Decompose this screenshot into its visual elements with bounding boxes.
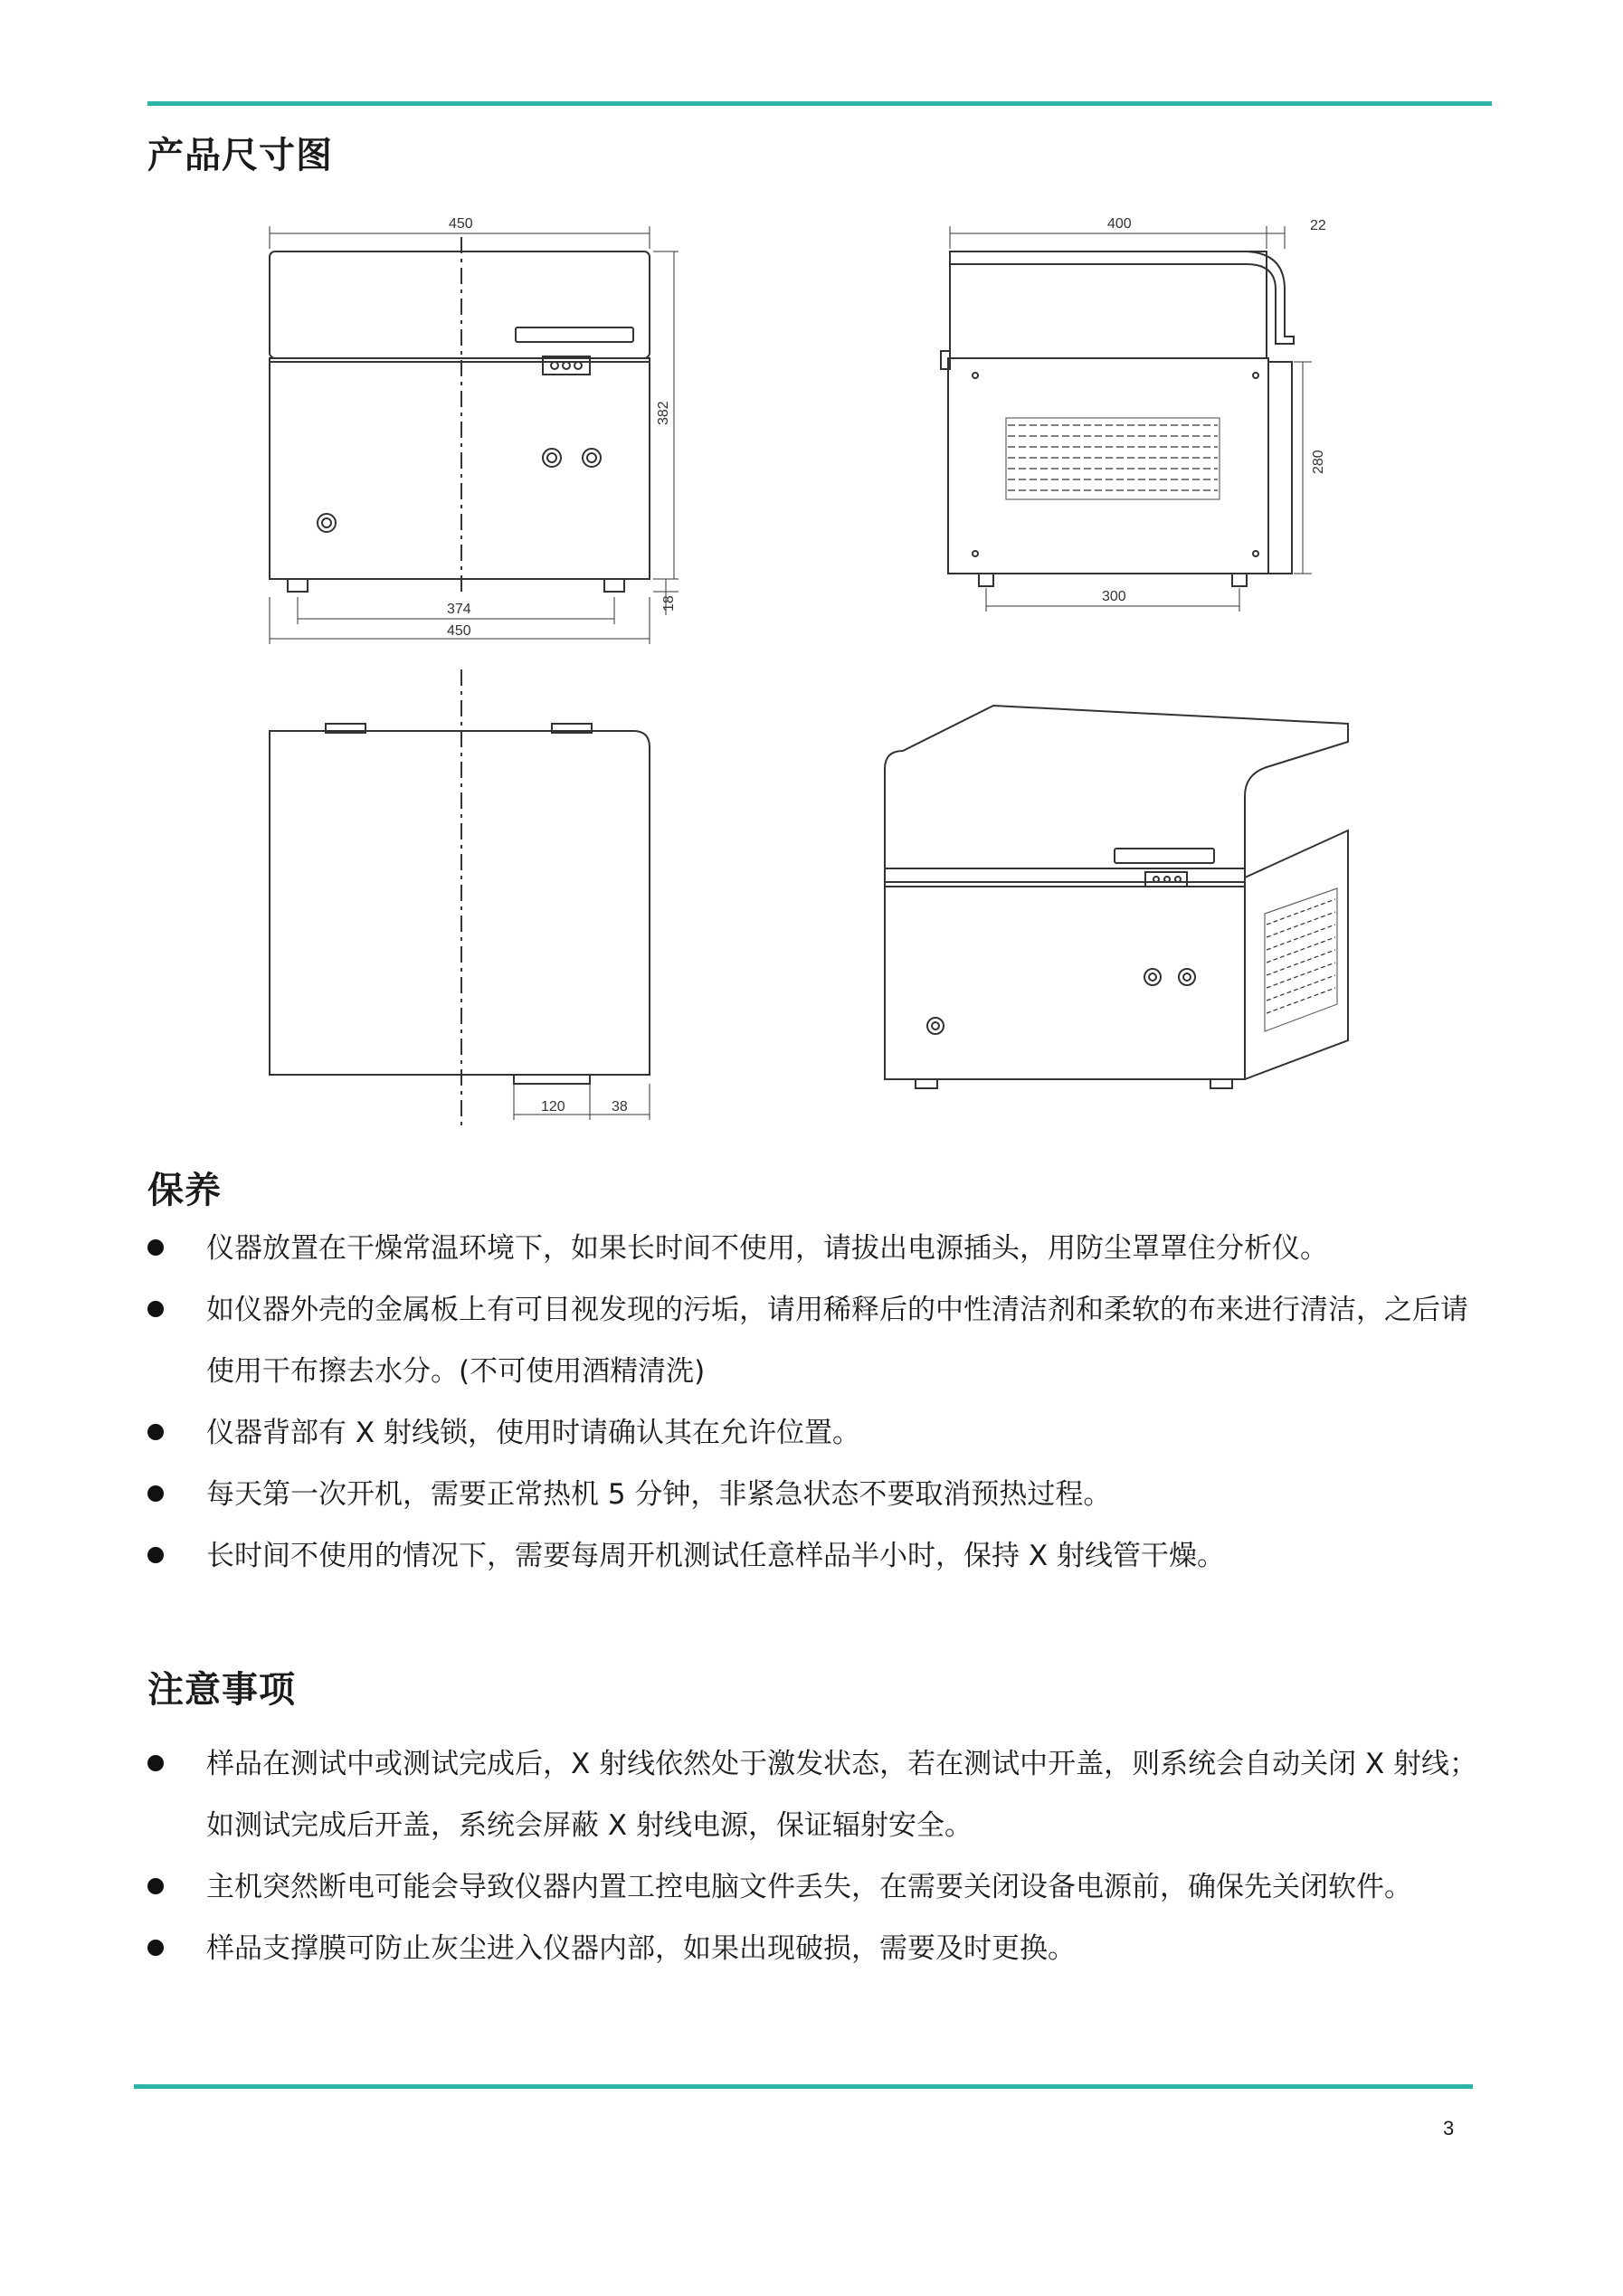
bullet-icon — [147, 1878, 164, 1894]
maintenance-list — [145, 1218, 1493, 1587]
list-item: 每天第一次开机，需要正常热机 5 分钟，非紧急状态不要取消预热过程。 — [145, 1464, 1493, 1525]
maintenance-heading: 保养 — [147, 1170, 222, 1211]
list-item: 仪器放置在干燥常温环境下，如果长时间不使用，请拔出电源插头，用防尘罩罩住分析仪。 — [145, 1218, 1493, 1279]
dim-front-foot-height: 18 — [661, 595, 677, 612]
notes-list — [145, 1733, 1493, 1979]
top-view — [270, 669, 650, 1129]
dim-front-width-bottom: 450 — [447, 623, 471, 639]
dim-side-depth: 400 — [1107, 216, 1132, 232]
dim-top-tab-width: 120 — [541, 1099, 565, 1115]
list-item: 样品支撑膜可防止灰尘进入仪器内部，如果出现破损，需要及时更换。 — [145, 1918, 1493, 1979]
dimension-drawing — [0, 0, 1623, 1140]
bullet-icon — [147, 1301, 164, 1317]
list-item: 主机突然断电可能会导致仪器内置工控电脑文件丢失，在需要关闭设备电源前，确保先关闭软件。 — [145, 1856, 1493, 1918]
perspective-vent — [1265, 888, 1337, 1031]
side-view — [941, 226, 1312, 612]
notes-heading: 注意事项 — [147, 1669, 296, 1711]
dim-side-lower-height: 280 — [1311, 450, 1326, 474]
bottom-rule — [134, 2084, 1473, 2089]
front-view — [270, 226, 679, 644]
dim-front-width-top: 450 — [449, 216, 473, 232]
list-item: 如仪器外壳的金属板上有可目视发现的污垢，请用稀释后的中性清洁剂和柔软的布来进行清洁，之后请使用干布擦去水分。(不可使用酒精清洗) — [145, 1279, 1493, 1402]
dim-side-handle: 22 — [1310, 218, 1326, 233]
perspective-view — [885, 706, 1348, 1088]
bullet-icon — [147, 1485, 164, 1502]
dim-front-height: 382 — [656, 401, 671, 425]
dim-top-tab-offset: 38 — [612, 1099, 628, 1115]
dim-side-foot-span: 300 — [1102, 589, 1126, 604]
dimensions-heading: 产品尺寸图 — [147, 135, 333, 176]
side-vent — [1006, 418, 1220, 499]
bullet-icon — [147, 1755, 164, 1771]
bullet-icon — [147, 1940, 164, 1956]
bullet-icon — [147, 1239, 164, 1256]
page-number: 3 — [1443, 2117, 1455, 2139]
dim-front-foot-span: 374 — [447, 602, 471, 617]
list-item: 样品在测试中或测试完成后，X 射线依然处于激发状态，若在测试中开盖，则系统会自动关闭 X 射线；如测试完成后开盖，系统会屏蔽 X 射线电源，保证辐射安全。 — [145, 1733, 1493, 1856]
bullet-icon — [147, 1424, 164, 1440]
list-item: 长时间不使用的情况下，需要每周开机测试任意样品半小时，保持 X 射线管干燥。 — [145, 1525, 1493, 1587]
bullet-icon — [147, 1547, 164, 1563]
list-item: 仪器背部有 X 射线锁，使用时请确认其在允许位置。 — [145, 1402, 1493, 1464]
